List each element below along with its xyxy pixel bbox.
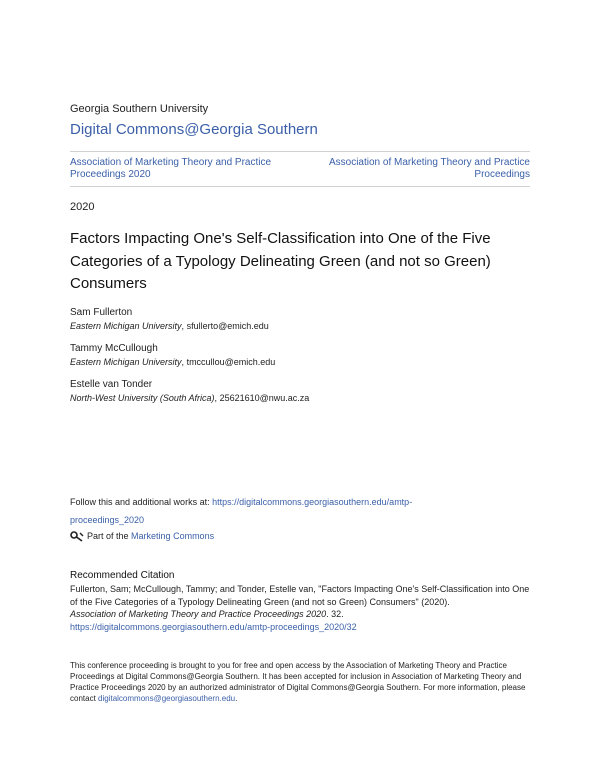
open-access-icon: [70, 530, 84, 542]
citation-publication: Association of Marketing Theory and Practice Proceedings 2020: [70, 609, 327, 620]
author-institution: North-West University (South Africa): [70, 393, 215, 403]
author-name: Estelle van Tonder: [70, 379, 153, 390]
citation-text: [70, 583, 530, 633]
paper-title: Factors Impacting One's Self-Classification into One of the Five Categories of a Typology Delineating Green (and not so Green) Consumers: [70, 230, 491, 292]
citation-number: . 32.: [326, 609, 344, 620]
marketing-commons-link[interactable]: Marketing Commons: [131, 531, 215, 541]
author-institution: Eastern Michigan University: [70, 357, 182, 367]
follow-works: [70, 493, 460, 529]
repository-link[interactable]: Digital Commons@Georgia Southern: [70, 121, 318, 138]
author-name: Sam Fullerton: [70, 307, 133, 318]
footer-notice: [70, 660, 530, 704]
recommended-citation-heading: Recommended Citation: [70, 570, 175, 581]
institution-name: Georgia Southern University: [70, 103, 209, 115]
contact-email-link[interactable]: digitalcommons@georgiasouthern.edu: [98, 694, 236, 703]
follow-link[interactable]: https://digitalcommons.georgiasouthern.edu/amtp-proceedings_2020: [70, 497, 413, 525]
author-email[interactable]: sfullerto@emich.edu: [186, 321, 269, 331]
divider-bottom: [70, 186, 530, 187]
part-of-line: [70, 530, 214, 542]
divider-top: [70, 151, 530, 152]
series-link-right[interactable]: Association of Marketing Theory and Practice Proceedings: [328, 157, 530, 180]
author-institution: Eastern Michigan University: [70, 321, 182, 331]
citation-url[interactable]: https://digitalcommons.georgiasouthern.edu/amtp-proceedings_2020/32: [70, 621, 357, 632]
author-block: [70, 343, 275, 367]
footer-text: This conference proceeding is brought to you for free and open access by the Association of Marketing Theory and Practice Proceedings at Digital Commons@Georgia Southern. It has been accepted for inclusion in Association of Marketing Theory and Practice Proceedings 2020 by an authorized administrator of Digital Commons@Georgia Southern. For more information, please contact: [70, 661, 526, 703]
author-affiliation: North-West University (South Africa), 25621610@nwu.ac.za: [70, 393, 310, 403]
footer-end: .: [235, 694, 238, 703]
publication-year: 2020: [70, 201, 95, 213]
author-block: [70, 307, 269, 331]
part-of-prefix: Part of the: [87, 531, 129, 541]
follow-text: Follow this and additional works at:: [70, 497, 213, 507]
author-email[interactable]: tmccullou@emich.edu: [186, 357, 276, 367]
citation-authors: Fullerton, Sam; McCullough, Tammy; and Tonder, Estelle van, "Factors Impacting One's Self-Classification into One of the Five Categories of a Typology Delineating Green (and not so Green) Consumers" (2020).: [70, 584, 530, 607]
author-affiliation: Eastern Michigan University, tmccullou@emich.edu: [70, 357, 276, 367]
author-block: [70, 379, 309, 403]
series-link-left[interactable]: Association of Marketing Theory and Practice Proceedings 2020: [70, 157, 272, 180]
author-email[interactable]: 25621610@nwu.ac.za: [219, 393, 310, 403]
author-affiliation: Eastern Michigan University, sfullerto@emich.edu: [70, 321, 269, 331]
author-name: Tammy McCullough: [70, 343, 158, 354]
